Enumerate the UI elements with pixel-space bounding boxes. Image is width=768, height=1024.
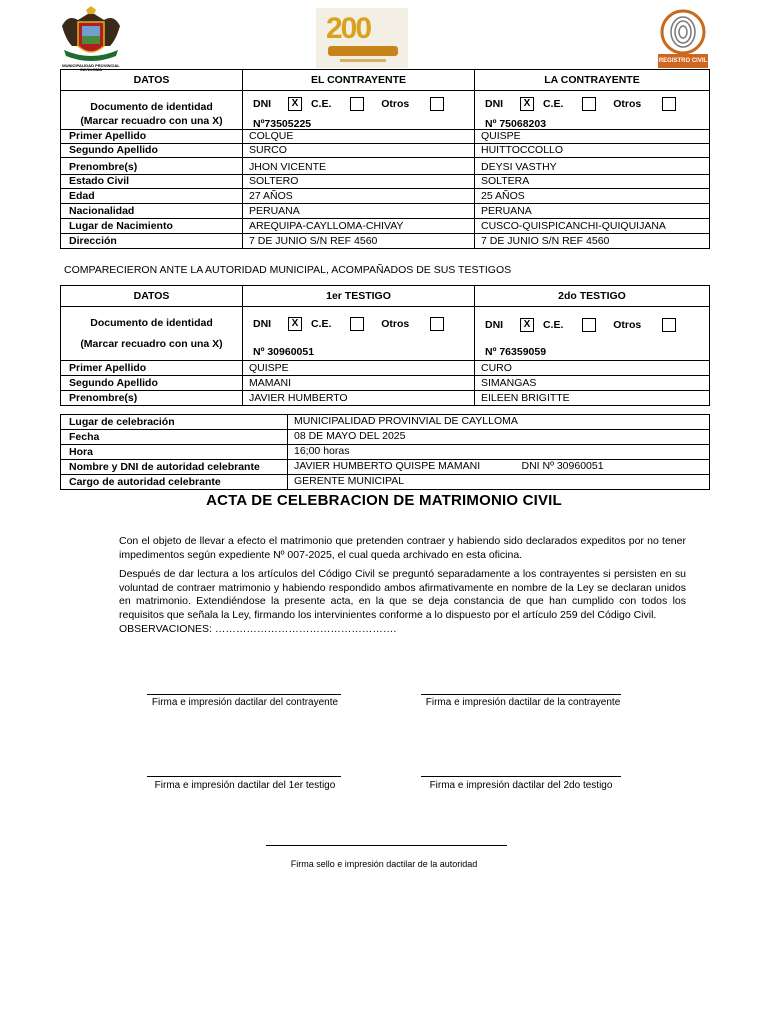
ce-checkbox[interactable] — [582, 318, 596, 332]
paragraph-lectura: Después de dar lectura a los artículos del Código Civil se preguntó separadamente a los contrayentes si persisten en su voluntad de contraer matrimonio y habiendo respondido ambos afirmativamente en nombre de la Ley se declaran unidos en matrimonio. Extendiéndose la presente acta, en la que se deja constancia de que han cumplido con todos los requisitos que señala la Ley, firmando los intervinientes conforme a lo dispuesto por el artículo 259 del Código Civil. — [119, 568, 686, 621]
doc-identity-label: Documento de identidad (Marcar recuadro con una X) — [61, 91, 243, 130]
signature-line-testigo2 — [421, 776, 621, 777]
testigo2-doc-cell — [475, 307, 710, 361]
col-header-datos: DATOS — [61, 286, 243, 307]
table-row: Nombre y DNI de autoridad celebrante JAVIER HUMBERTO QUISPE MAMANI DNI Nº 30960051 — [61, 460, 710, 475]
table-row: Nacionalidad PERUANA PERUANA — [61, 204, 710, 219]
col-header-datos: DATOS — [61, 70, 243, 91]
dni-checkbox[interactable]: X — [520, 97, 534, 111]
page-title: ACTA DE CELEBRACION DE MATRIMONIO CIVIL — [206, 492, 562, 509]
bicentenario-logo — [316, 8, 408, 68]
ce-label: C.E. — [310, 97, 332, 110]
dni-checkbox[interactable]: X — [520, 318, 534, 332]
autoridad-nombre: JAVIER HUMBERTO QUISPE MAMANI — [294, 460, 481, 472]
ce-label: C.E. — [542, 318, 564, 331]
table-row: Segundo Apellido MAMANI SIMANGAS — [61, 376, 710, 391]
paragraph-objeto: Con el objeto de llevar a efecto el matrimonio que pretenden contraer y habiendo sido declarados expeditos por no tener impedimentos según expediente Nº 007-2025, el cual queda archivado en esta oficina. — [119, 535, 686, 561]
signature-autoridad: Firma sello e impresión dactilar de la autoridad — [290, 859, 478, 869]
otros-checkbox[interactable] — [430, 317, 444, 331]
testigo2-doc-number: Nº 76359059 — [485, 346, 547, 358]
table-row: Cargo de autoridad celebrante GERENTE MUNICIPAL — [61, 475, 710, 490]
table-row: Fecha 08 DE MAYO DEL 2025 — [61, 430, 710, 445]
table-row: Prenombre(s) JAVIER HUMBERTO EILEEN BRIGITTE — [61, 391, 710, 406]
signature-testigo2: Firma e impresión dactilar del 2do testigo — [429, 780, 613, 791]
celebracion-table — [60, 414, 710, 490]
table-row: Segundo Apellido SURCO HUITTOCCOLLO — [61, 144, 710, 158]
table-row: Dirección 7 DE JUNIO S/N REF 4560 7 DE JUNIO S/N REF 4560 — [61, 234, 710, 249]
fingerprint-icon — [658, 8, 708, 56]
table-row: Edad 27 AÑOS 25 AÑOS — [61, 189, 710, 204]
bicentenario-sub — [340, 59, 386, 62]
signature-testigo1: Firma e impresión dactilar del 1er testigo — [154, 780, 336, 791]
observaciones: OBSERVACIONES: ……………………………………………. — [119, 623, 397, 635]
contrayente-doc-number: Nº73505225 — [253, 118, 312, 130]
municipal-logo-caption: MUNICIPALIDAD PROVINCIAL CAYLLOMA — [62, 63, 120, 72]
col-header-contrayenta: LA CONTRAYENTE — [475, 70, 710, 91]
ce-label: C.E. — [542, 97, 564, 110]
signature-contrayente: Firma e impresión dactilar del contrayente — [151, 697, 339, 708]
ce-checkbox[interactable] — [350, 317, 364, 331]
dni-checkbox[interactable]: X — [288, 317, 302, 331]
otros-checkbox[interactable] — [430, 97, 444, 111]
table-row: Prenombre(s) JHON VICENTE DEYSI VASTHY — [61, 158, 710, 175]
otros-label: Otros — [381, 317, 410, 330]
contrayenta-doc-cell — [475, 91, 710, 130]
col-header-contrayente: EL CONTRAYENTE — [243, 70, 475, 91]
dni-checkbox[interactable]: X — [288, 97, 302, 111]
otros-label: Otros — [613, 97, 642, 110]
signature-line-testigo1 — [147, 776, 341, 777]
otros-label: Otros — [381, 97, 410, 110]
dni-label: DNI — [253, 97, 272, 110]
testigo1-doc-number: Nº 30960051 — [253, 346, 315, 358]
table-row: Lugar de celebración MUNICIPALIDAD PROVINVIAL DE CAYLLOMA — [61, 415, 710, 430]
registro-civil-caption: REGISTRO CIVIL — [658, 54, 708, 68]
ce-checkbox[interactable] — [582, 97, 596, 111]
bicentenario-banner — [328, 46, 398, 56]
dni-label: DNI — [253, 317, 272, 330]
signature-line-autoridad — [266, 845, 507, 846]
table-row: Lugar de Nacimiento AREQUIPA-CAYLLOMA-CHIVAY CUSCO-QUISPICANCHI-QUIQUIJANA — [61, 219, 710, 234]
testigo1-doc-cell — [243, 307, 475, 361]
autoridad-dni: DNI Nº 30960051 — [521, 460, 604, 472]
ce-label: C.E. — [310, 317, 332, 330]
col-header-testigo1: 1er TESTIGO — [243, 286, 475, 307]
otros-checkbox[interactable] — [662, 97, 676, 111]
otros-label: Otros — [613, 318, 642, 331]
table-row: Primer Apellido COLQUE QUISPE — [61, 130, 710, 144]
table-row: Hora 16;00 horas — [61, 445, 710, 460]
contrayente-doc-cell — [243, 91, 475, 130]
table-row: Primer Apellido QUISPE CURO — [61, 361, 710, 376]
ce-checkbox[interactable] — [350, 97, 364, 111]
contrayenta-doc-number: Nº 75068203 — [485, 118, 547, 130]
municipal-logo — [58, 6, 124, 74]
testigos-table — [60, 285, 710, 406]
registro-civil-logo — [658, 8, 708, 68]
contrayentes-table — [60, 69, 710, 249]
dni-label: DNI — [485, 97, 504, 110]
comparecieron-text: COMPARECIERON ANTE LA AUTORIDAD MUNICIPAL, ACOMPAÑADOS DE SUS TESTIGOS — [64, 264, 512, 276]
signature-contrayenta: Firma e impresión dactilar de la contrayente — [425, 697, 621, 708]
signature-line-contrayente — [147, 694, 341, 695]
otros-checkbox[interactable] — [662, 318, 676, 332]
bicentenario-number: 200 — [326, 12, 371, 45]
dni-label: DNI — [485, 318, 504, 331]
doc-identity-label: Documento de identidad (Marcar recuadro con una X) — [61, 307, 243, 361]
col-header-testigo2: 2do TESTIGO — [475, 286, 710, 307]
signature-line-contrayenta — [421, 694, 621, 695]
coat-of-arms-icon — [58, 6, 124, 66]
table-row: Estado Civil SOLTERO SOLTERA — [61, 175, 710, 189]
